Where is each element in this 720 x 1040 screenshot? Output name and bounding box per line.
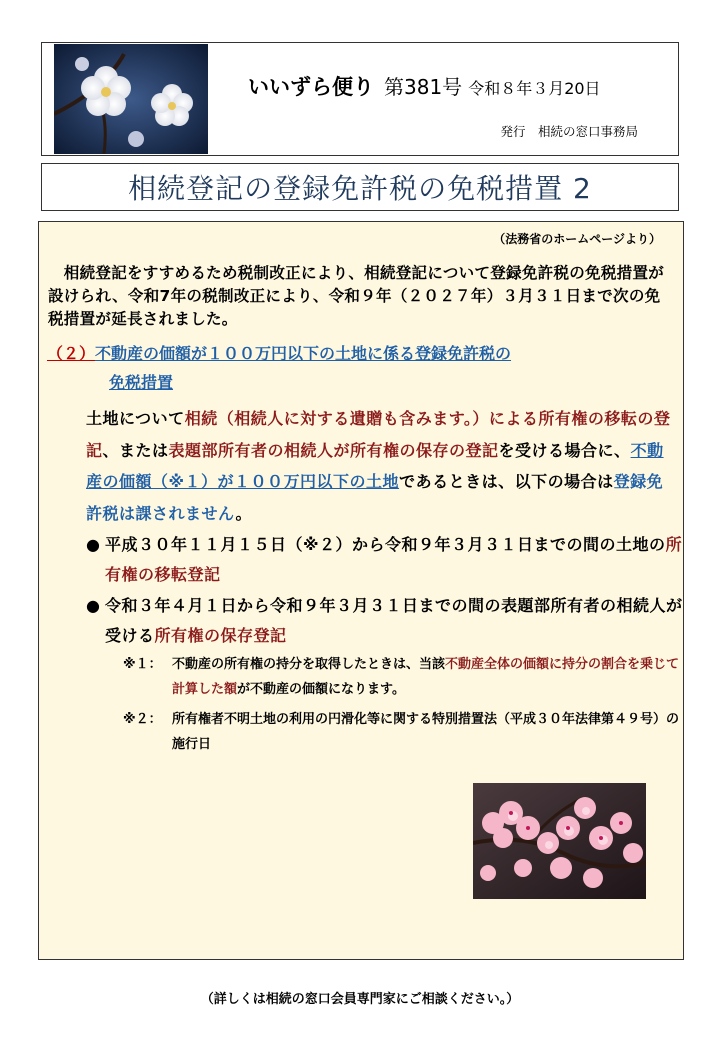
title-box bbox=[41, 163, 679, 211]
newsletter-name: いいずら便り bbox=[248, 75, 374, 99]
footnote-highlight: 不動産全体の価額に持分の割合を乗じて計算した額 bbox=[172, 657, 680, 697]
body-paragraph bbox=[86, 403, 676, 529]
footnote-text: が不動産の価額になります。 bbox=[237, 682, 405, 697]
body-highlight-inheritance: 相続（相続人に対する遺贈も含みます。）による所有権の移転の登記 bbox=[86, 409, 671, 460]
footnotes bbox=[123, 652, 683, 762]
footer-note: （詳しくは相続の窓口会員専門家にご相談ください。） bbox=[200, 992, 520, 1007]
bullet-text: 平成３０年１１月１５日（※２）から令和９年３月３１日までの間の土地の bbox=[105, 535, 666, 554]
bullet-text: 令和３年４月１日から令和９年３月３１日までの間の表題部所有者の相続人が受ける bbox=[105, 596, 683, 645]
publisher: 発行 相続の窓口事務局 bbox=[500, 124, 638, 139]
list-item bbox=[86, 591, 686, 651]
section-heading-line2: 免税措置 bbox=[109, 373, 174, 392]
intro-paragraph: 相続登記をすすめるため税制改正により、相続登記について登録免許税の免税措置が設けられ、令和7年の税制改正により、令和９年（２０２７年）３月３１日まで次の免税措置が延長されました。 bbox=[48, 264, 665, 328]
section-heading bbox=[47, 339, 667, 397]
footnote-text: 所有権者不明土地の利用の円滑化等に関する特別措置法（平成３０年法律第４９号）の施行日 bbox=[172, 712, 680, 752]
body-text: 。 bbox=[235, 503, 252, 523]
cherry-blossom-photo bbox=[473, 783, 646, 899]
body-text: 土地について bbox=[86, 409, 185, 428]
source-note: （法務省のホームページより） bbox=[493, 232, 661, 246]
issue-number: 第381号 bbox=[384, 75, 463, 99]
newsletter-header bbox=[41, 42, 679, 156]
footnote bbox=[123, 652, 683, 702]
bullet-icon: ● bbox=[86, 596, 101, 615]
bullet-highlight: 所有権の移転登記 bbox=[105, 535, 683, 584]
footnote-mark: ※１： bbox=[123, 657, 162, 672]
main-content-panel bbox=[38, 221, 684, 960]
body-highlight-exempt: 登録免許税は課されません bbox=[86, 472, 664, 523]
bullet-icon: ● bbox=[86, 535, 101, 554]
body-text: 、または bbox=[102, 440, 169, 460]
footnote bbox=[123, 707, 683, 757]
section-heading-line1: 不動産の価額が１００万円以下の土地に係る登録免許税の bbox=[95, 344, 512, 363]
section-number: （２） bbox=[47, 344, 96, 363]
issue-date: 令和８年３月20日 bbox=[468, 79, 601, 98]
body-text: を受ける場合に、 bbox=[498, 440, 631, 460]
newsletter-masthead bbox=[248, 71, 601, 101]
body-text: であるときは、以下の場合は bbox=[399, 472, 614, 491]
page-title: 相続登記の登録免許税の免税措置 2 bbox=[128, 172, 592, 205]
list-item bbox=[86, 530, 686, 590]
bullet-list bbox=[86, 530, 686, 652]
footnote-text: 不動産の所有権の持分を取得したときは、当該 bbox=[172, 657, 446, 672]
footnote-mark: ※２： bbox=[123, 712, 162, 727]
body-highlight-value: 不動産の価額（※１）が１００万円以下の土地 bbox=[86, 440, 664, 491]
plum-blossom-photo bbox=[54, 44, 208, 154]
bullet-highlight: 所有権の保存登記 bbox=[154, 626, 287, 645]
body-highlight-preservation: 表題部所有者の相続人が所有権の保存の登記 bbox=[168, 440, 499, 460]
